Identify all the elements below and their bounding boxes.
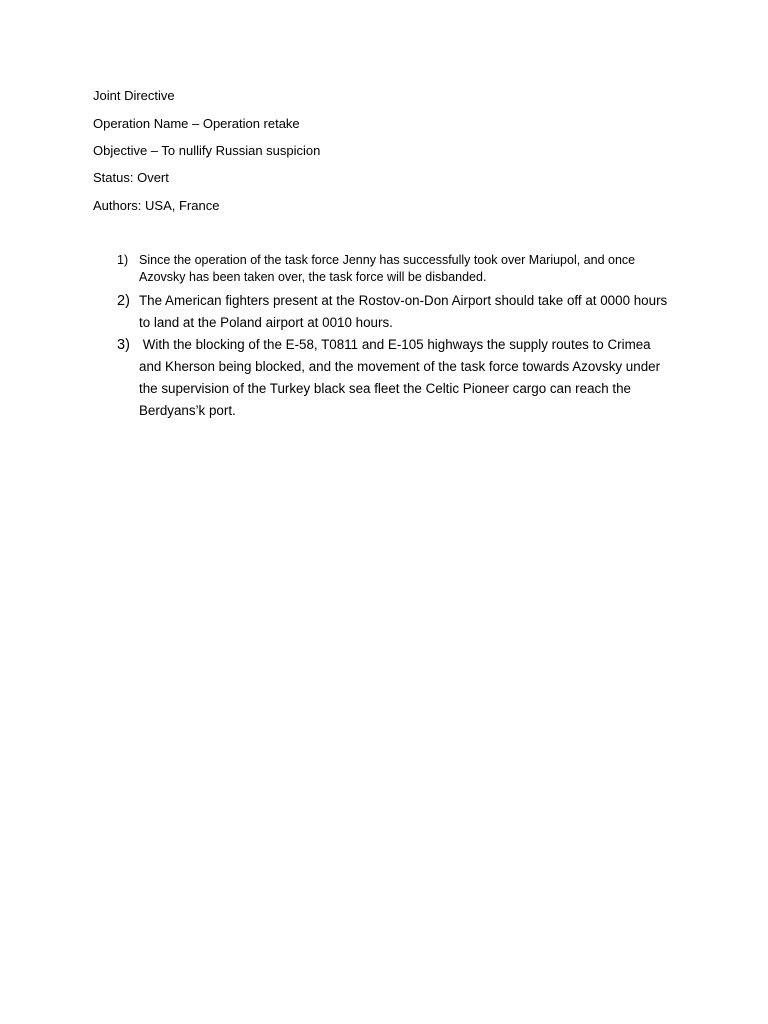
list-item-number: 2) <box>117 293 130 309</box>
objective-line: Objective – To nullify Russian suspicion <box>93 143 321 158</box>
list-item-text: The American fighters present at the Rostov-on-Don Airport should take off at 0000 hours to land at the Poland airport at 0010 hours. <box>139 293 668 330</box>
operation-name-line: Operation Name – Operation retake <box>93 116 300 131</box>
authors-line: Authors: USA, France <box>93 198 220 213</box>
document-title: Joint Directive <box>93 88 175 103</box>
list-item-number: 3) <box>117 337 130 353</box>
list-item-number: 1) <box>117 253 129 267</box>
status-line: Status: Overt <box>93 170 169 185</box>
list-item-text: With the blocking of the E-58, T0811 and E-105 highways the supply routes to Crimea and Kherson being blocked, and the movement of the task force towards Azovsky under the supervision of the Turkey black sea fleet the Celtic Pioneer cargo can reach the Berdyans’k port. <box>139 337 664 418</box>
list-item <box>93 334 673 422</box>
list-item-text: Since the operation of the task force Jenny has successfully took over Mariupol, and once Azovsky has been taken over, the task force will be disbanded. <box>139 253 636 284</box>
list-item <box>93 252 673 286</box>
directive-list <box>93 252 673 422</box>
list-item <box>93 290 673 334</box>
